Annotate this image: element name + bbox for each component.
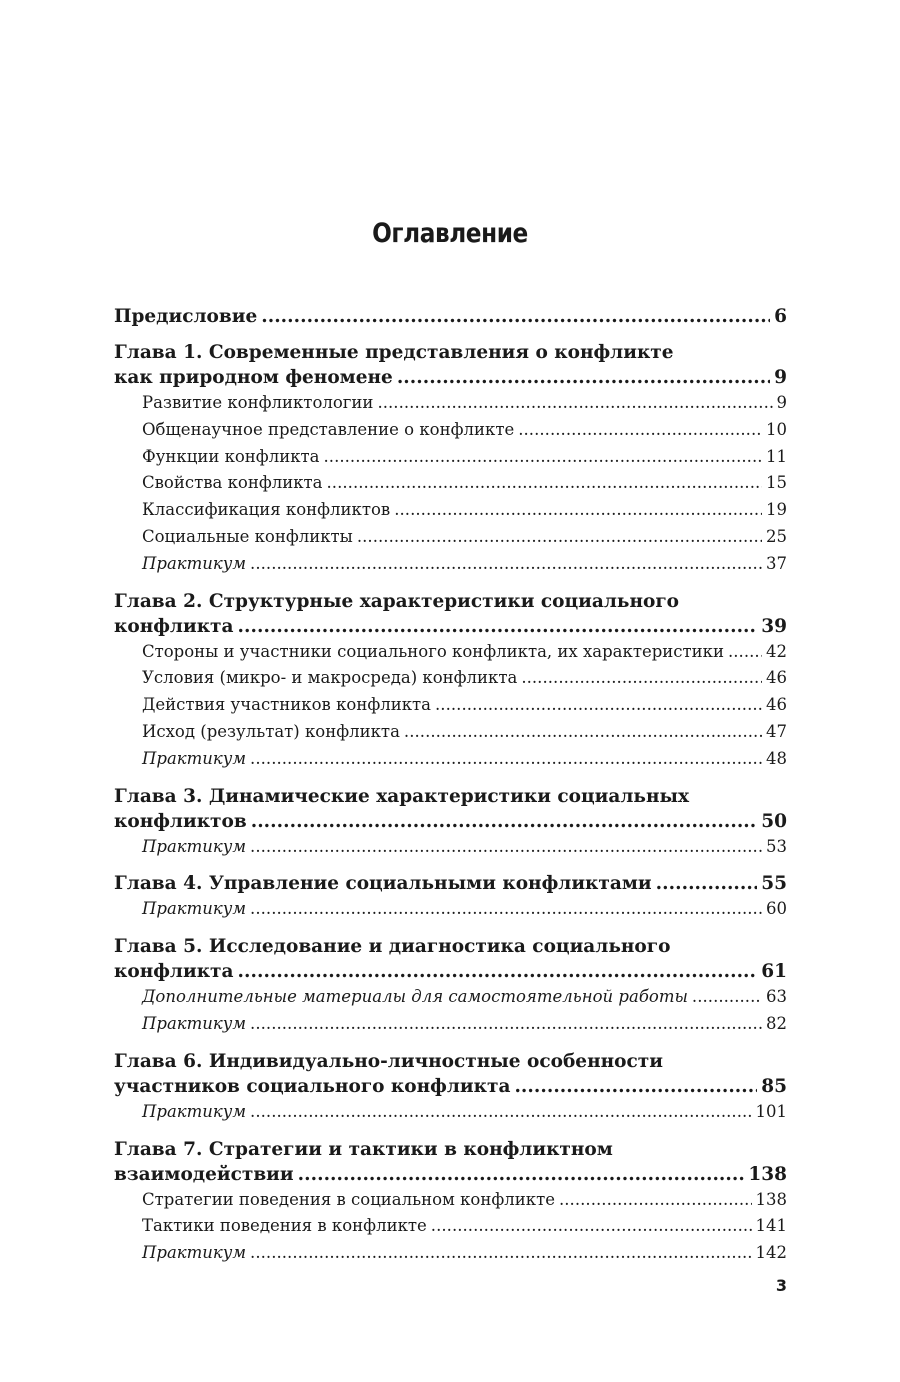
toc-leader-dots xyxy=(250,1240,751,1267)
toc-leader-dots xyxy=(514,1074,757,1099)
toc-leader-dots xyxy=(238,959,758,984)
toc-entry-title: Общенаучное представление о конфликте xyxy=(142,419,515,439)
toc-entry-title: конфликта xyxy=(114,961,234,983)
toc-page-number: 37 xyxy=(766,553,787,573)
toc-chapter-line[interactable] xyxy=(114,365,787,390)
table-of-contents xyxy=(114,304,787,1267)
toc-page-number: 19 xyxy=(766,500,787,520)
toc-chapter-line[interactable] xyxy=(114,589,787,614)
toc-entry-title: как природном феномене xyxy=(114,367,393,388)
toc-section-line[interactable] xyxy=(114,470,787,497)
toc-section-line[interactable] xyxy=(114,1240,787,1267)
toc-section-line[interactable] xyxy=(114,444,787,471)
toc-leader-dots xyxy=(377,390,772,417)
toc-entry-title: Классификация конфликтов xyxy=(142,500,391,520)
toc-leader-dots xyxy=(656,871,758,896)
toc-section-line[interactable] xyxy=(114,1213,787,1240)
toc-chapter-line[interactable] xyxy=(114,614,787,639)
toc-page-number: 15 xyxy=(766,473,787,493)
toc-page-number: 82 xyxy=(766,1013,787,1033)
toc-leader-dots xyxy=(250,1011,762,1038)
toc-entry-title: Практикум xyxy=(142,1101,247,1121)
toc-page-number: 9 xyxy=(776,393,787,412)
toc-leader-dots xyxy=(521,665,762,692)
toc-entry-title: конфликта xyxy=(114,615,234,637)
toc-page-number: 48 xyxy=(766,748,787,768)
toc-page-number: 61 xyxy=(761,961,787,983)
toc-page-number: 141 xyxy=(755,1216,787,1236)
toc-page-number: 50 xyxy=(761,810,787,832)
toc-leader-dots xyxy=(394,497,762,524)
toc-page-number: 101 xyxy=(755,1101,787,1121)
toc-entry-title: Глава 1. Современные представления о конфликте xyxy=(114,342,674,363)
toc-leader-dots xyxy=(323,444,762,471)
toc-entry-title: Развитие конфликтологии xyxy=(142,393,374,412)
toc-section-line[interactable] xyxy=(114,1187,787,1214)
toc-entry-title: Практикум xyxy=(142,836,247,856)
page-number: 3 xyxy=(775,1276,787,1295)
toc-chapter-line[interactable] xyxy=(114,784,787,809)
toc-page-number: 25 xyxy=(766,526,787,546)
toc-entry-title: Предисловие xyxy=(114,306,258,327)
toc-page-number: 42 xyxy=(766,641,787,661)
toc-entry-title: конфликтов xyxy=(114,810,247,832)
toc-entry-title: Тактики поведения в конфликте xyxy=(142,1216,427,1236)
page-title: Оглавление xyxy=(372,218,528,249)
toc-section-line[interactable] xyxy=(114,692,787,719)
toc-page-number: 55 xyxy=(761,873,787,895)
toc-section-line[interactable] xyxy=(114,497,787,524)
toc-section-line[interactable] xyxy=(114,896,787,923)
toc-leader-dots xyxy=(518,417,762,444)
toc-page-number: 85 xyxy=(761,1075,787,1097)
toc-entry-title: Глава 7. Стратегии и тактики в конфликтном xyxy=(114,1138,613,1160)
toc-section-line[interactable] xyxy=(114,639,787,666)
toc-page-number: 138 xyxy=(748,1163,787,1185)
toc-entry-title: Глава 3. Динамические характеристики социальных xyxy=(114,785,690,807)
toc-chapter-line[interactable] xyxy=(114,1074,787,1099)
toc-chapter-line[interactable] xyxy=(114,871,787,896)
toc-chapter-line[interactable] xyxy=(114,934,787,959)
toc-section-line[interactable] xyxy=(114,390,787,417)
toc-leader-dots xyxy=(692,984,762,1011)
toc-entry-title: Стороны и участники социального конфликта, их характеристики xyxy=(142,641,724,661)
toc-section-line[interactable] xyxy=(114,1011,787,1038)
toc-page-number: 60 xyxy=(766,899,787,919)
toc-leader-dots xyxy=(728,639,762,666)
toc-section-line[interactable] xyxy=(114,417,787,444)
toc-section-line[interactable] xyxy=(114,984,787,1011)
toc-section-line[interactable] xyxy=(114,551,787,578)
toc-leader-dots xyxy=(261,304,770,329)
toc-entry-title: Глава 2. Структурные характеристики социального xyxy=(114,590,679,612)
toc-entry-title: Практикум xyxy=(142,1013,247,1033)
toc-leader-dots xyxy=(357,524,762,551)
toc-section-line[interactable] xyxy=(114,1099,787,1126)
toc-entry-title: Дополнительные материалы для самостоятельной работы xyxy=(142,987,688,1007)
toc-chapter-line[interactable] xyxy=(114,340,787,365)
toc-entry-title: Практикум xyxy=(142,899,247,919)
toc-section-line[interactable] xyxy=(114,834,787,861)
toc-leader-dots xyxy=(431,1213,752,1240)
toc-entry-title: Свойства конфликта xyxy=(142,473,323,493)
toc-entry-title: взаимодействии xyxy=(114,1163,294,1185)
toc-page-number: 142 xyxy=(755,1243,787,1263)
toc-chapter-line[interactable] xyxy=(114,304,787,329)
toc-entry-title: Условия (микро- и макросреда) конфликта xyxy=(142,668,518,688)
toc-chapter-line[interactable] xyxy=(114,959,787,984)
toc-entry-title: Глава 6. Индивидуально-личностные особенности xyxy=(114,1050,663,1072)
toc-entry-title: Глава 5. Исследование и диагностика социального xyxy=(114,936,671,958)
toc-page-number: 53 xyxy=(766,836,787,856)
toc-page-number: 46 xyxy=(766,695,787,715)
toc-entry-title: Исход (результат) конфликта xyxy=(142,721,400,741)
toc-entry-title: Глава 4. Управление социальными конфликтами xyxy=(114,873,652,895)
toc-chapter-line[interactable] xyxy=(114,1049,787,1074)
toc-chapter-line[interactable] xyxy=(114,1137,787,1162)
toc-leader-dots xyxy=(298,1162,745,1187)
toc-section-line[interactable] xyxy=(114,746,787,773)
toc-leader-dots xyxy=(251,809,758,834)
toc-chapter-line[interactable] xyxy=(114,809,787,834)
toc-entry-title: участников социального конфликта xyxy=(114,1075,511,1097)
toc-leader-dots xyxy=(327,470,762,497)
toc-leader-dots xyxy=(250,834,762,861)
toc-section-line[interactable] xyxy=(114,524,787,551)
toc-leader-dots xyxy=(559,1187,752,1214)
toc-entry-title: Функции конфликта xyxy=(142,446,320,466)
toc-page-number: 6 xyxy=(774,306,787,327)
toc-entry-title: Практикум xyxy=(142,553,247,573)
toc-page-number: 9 xyxy=(774,367,787,388)
toc-section-line[interactable] xyxy=(114,665,787,692)
toc-leader-dots xyxy=(238,614,758,639)
toc-page-number: 47 xyxy=(766,721,787,741)
toc-leader-dots xyxy=(250,896,762,923)
toc-chapter-line[interactable] xyxy=(114,1162,787,1187)
toc-leader-dots xyxy=(250,1099,751,1126)
toc-leader-dots xyxy=(250,551,762,578)
toc-entry-title: Стратегии поведения в социальном конфликте xyxy=(142,1189,555,1209)
toc-page-number: 46 xyxy=(766,668,787,688)
toc-leader-dots xyxy=(397,365,770,390)
toc-entry-title: Действия участников конфликта xyxy=(142,695,431,715)
toc-page-number: 138 xyxy=(755,1189,787,1209)
toc-entry-title: Практикум xyxy=(142,1243,247,1263)
toc-leader-dots xyxy=(404,719,762,746)
toc-page-number: 39 xyxy=(761,615,787,637)
toc-leader-dots xyxy=(435,692,762,719)
toc-leader-dots xyxy=(250,746,762,773)
toc-entry-title: Социальные конфликты xyxy=(142,526,353,546)
toc-section-line[interactable] xyxy=(114,719,787,746)
toc-entry-title: Практикум xyxy=(142,748,247,768)
toc-page-number: 11 xyxy=(766,446,787,466)
toc-page-number: 63 xyxy=(766,987,787,1007)
toc-page-number: 10 xyxy=(766,419,787,439)
